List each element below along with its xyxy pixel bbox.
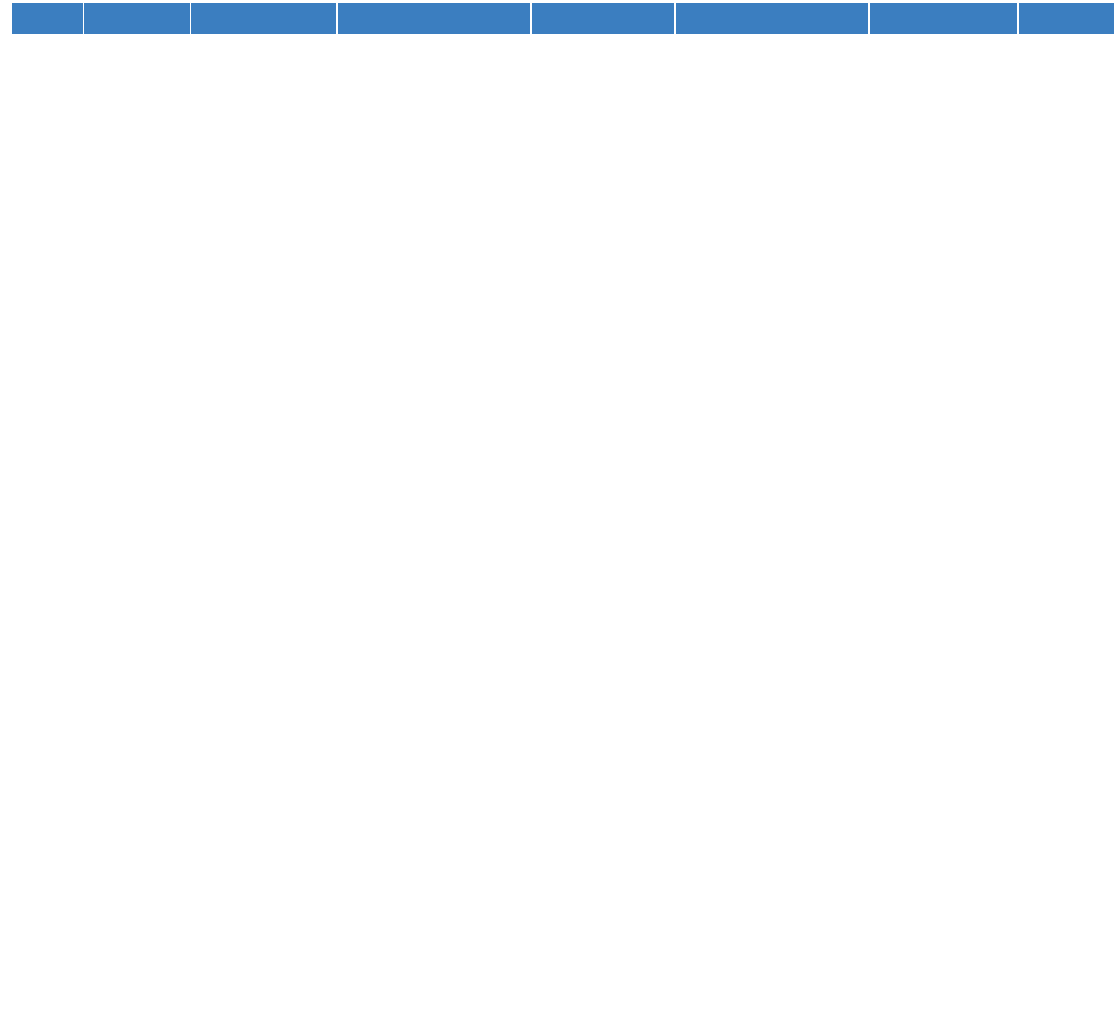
- header-competitor-2[interactable]: [338, 3, 530, 34]
- header-country[interactable]: [84, 3, 190, 34]
- header-total[interactable]: [870, 3, 1017, 34]
- table-header: [0, 0, 1114, 34]
- header-competitor-4[interactable]: [676, 3, 868, 34]
- header-rank[interactable]: [12, 3, 83, 34]
- header-competitor-1[interactable]: [191, 3, 336, 34]
- header-competitor-3[interactable]: [532, 3, 674, 34]
- header-best-place[interactable]: [1019, 3, 1114, 34]
